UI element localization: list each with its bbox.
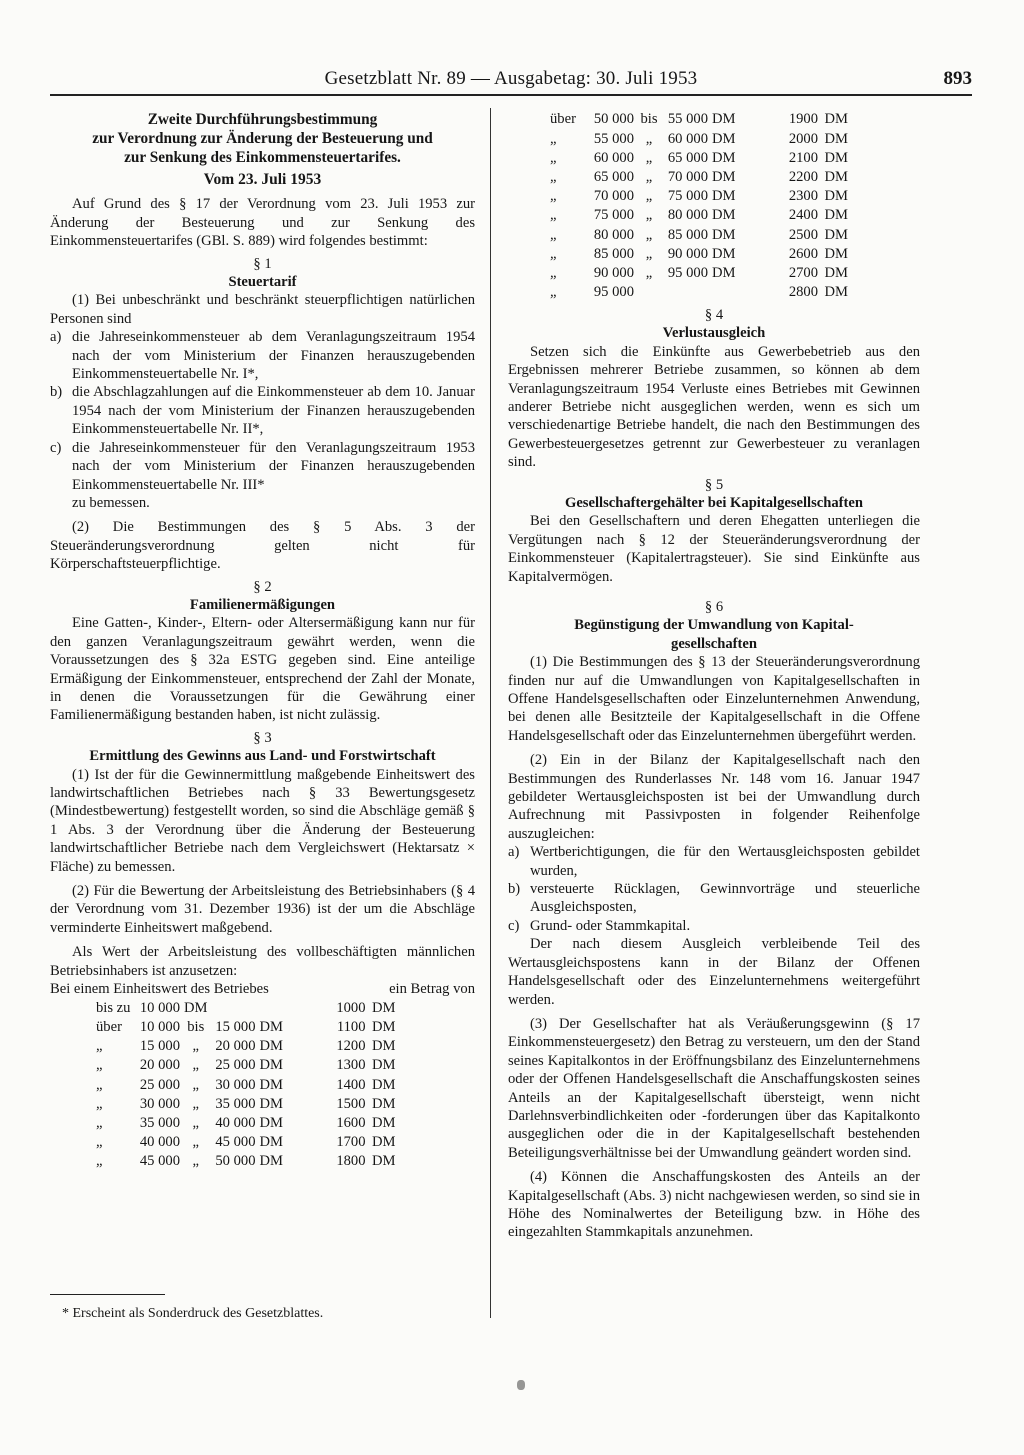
list-item [508,917,920,935]
table-cell-from: 35 000 [139,1114,180,1131]
table-cell-pre: „ [550,130,557,147]
table-cell-pre: „ [96,1095,103,1112]
table-cell-to: 50 000 [215,1153,256,1170]
table-cell-pre: „ [96,1057,103,1074]
table-cell-mid: „ [645,188,653,205]
table-cell-amount: 1200 [336,1038,366,1055]
table-cell-to: 85 000 [667,226,708,243]
table-cell-unit: DM [712,111,736,128]
right-column [508,110,920,1242]
footnote-rule [50,1294,165,1295]
paragraph: zu bemessen. [72,494,150,511]
document-title [50,110,475,167]
table-row [96,1133,396,1152]
table-row [96,1094,396,1113]
table-cell-mid: „ [192,1038,199,1055]
table-cell-unit [708,283,770,302]
table-cell-to: 40 000 [215,1114,256,1131]
table-cell-to: 35 000 [215,1095,256,1112]
table-cell-amount: 1500 [336,1095,366,1112]
list-label: a) [508,844,520,861]
table-cell-amount-unit: DM [372,1076,396,1093]
paragraph: (3) Der Gesellschafter hat als Veräußerungsgewinn (§ 17 Einkommensteuergesetz) den Betrag zu versteuern, um den der Stand seines Kapitalkontos in der Eröffnungsbilanz des Einzelunternehmens oder der Offenen Handelsgesellschaft die Anschaffungskosten seines Anteils an der Kapitalgesellschaft übersteigt, wenn nicht Darlehnsverbindlichkeiten oder -forderungen über das Kapitalkonto ausgeglichen oder die in der Kapitalgesellschaft bestehenden Beteiligungsverhältnisse bei der Umwandlung geändert worden sind. [508,1015,920,1161]
section-number: § 2 [253,578,272,595]
table-row [550,148,848,167]
table-cell-to: 80 000 [667,207,708,224]
table-cell-unit: DM [712,149,736,166]
table-cell-pre: „ [550,149,557,166]
paragraph: (2) Die Bestimmungen des § 5 Abs. 3 der Steueränderungsverordnung gelten nicht für Körperschaftsteuerpflichtige. [50,519,475,573]
table-row [96,1018,396,1037]
table-cell-amount-unit: DM [372,999,396,1016]
table-cell-amount-unit: DM [372,1095,396,1112]
table-cell-from: 25 000 [139,1076,180,1093]
table-cell-amount-unit: DM [824,188,848,205]
table-cell-unit: DM [259,1095,284,1112]
table-cell-mid: „ [645,207,653,224]
table-cell-amount-unit: DM [824,284,848,301]
table-cell-from: 80 000 [593,226,634,243]
table-cell-amount: 1000 [336,999,366,1016]
table-cell-unit: DM [259,1134,284,1151]
left-column [50,110,475,1171]
table-cell-amount-unit: DM [824,111,848,128]
table-cell-from: 90 000 [593,264,634,281]
table-cell-mid: „ [645,245,653,262]
list-item [508,843,920,880]
paragraph: (1) Bei unbeschränkt und beschränkt steuerpflichtigen natürlichen Personen sind [50,292,475,327]
table-row [550,168,848,187]
table-cell-pre: „ [550,168,557,185]
table-cell-pre: „ [96,1076,103,1093]
table-cell-unit [256,998,318,1017]
document-date: Vom 23. Juli 1953 [203,171,322,188]
table-cell-pre: „ [96,1153,103,1170]
list-item [508,880,920,917]
table-cell-amount: 2000 [788,130,818,147]
paragraph: (1) Die Bestimmungen des § 13 der Steueränderungsverordnung finden nur auf die Umwandlungen von Kapitalgesellschaften in Offene Handelsgesellschaften oder Einzelunternehmen Anwendung, bei denen alle Besitzteile der Kapitalgesellschaft in die Offene Handelsgesellschaft oder das Einzelunternehmen übergeführt werden. [508,654,920,744]
table-cell-to: 65 000 [667,149,708,166]
table-cell-to: 45 000 [215,1134,256,1151]
table-cell-unit: DM [259,1114,284,1131]
table-cell-unit: DM [712,130,736,147]
table-cell-unit: DM [259,1019,284,1036]
table-cell-mid: „ [645,264,653,281]
column-divider [490,108,491,1318]
list-item [50,439,475,494]
table-row [550,206,848,225]
table-cell-from: 95 000 [593,284,634,301]
table-cell-pre: „ [550,226,557,243]
table-row [96,1056,396,1075]
table-cell-amount-unit: DM [824,149,848,166]
preamble: Auf Grund des § 17 der Verordnung vom 23. Juli 1953 zur Änderung der Besteuerung und zur Senkung des Einkommensteuertarifes (GBl. S. 889) wird folgendes bestimmt: [50,196,475,250]
list-text: Grund- oder Stammkapital. [530,917,691,934]
table-cell-amount-unit: DM [824,245,848,262]
table-cell-amount: 1600 [336,1114,366,1131]
table-cell-from: 65 000 [593,168,634,185]
paragraph: Der nach diesem Ausgleich verbleibende Teil des Wertausgleichspostens kann in der Bilanz der Offenen Handelsgesellschaft oder des Einzelunternehmens weitergeführt werden. [508,936,920,1008]
paragraph: Bei den Gesellschaftern und deren Ehegatten unterliegen die Vergütungen nach § 12 der Steueränderungsverordnung der Einkommensteuer (Kapitalertragsteuer). Sie sind Einkünfte aus Kapitalvermögen. [508,513,920,585]
table-cell-pre: bis zu [96,999,131,1016]
table-cell-pre: „ [96,1114,103,1131]
table-cell-amount: 2500 [788,226,818,243]
rate-table-continued [550,110,848,302]
table-row [96,998,396,1017]
section-number: § 5 [704,476,724,493]
table-cell-unit: DM [712,226,736,243]
table-cell-to: 75 000 [667,188,708,205]
table-cell-amount-unit: DM [372,1114,396,1131]
paragraph: (1) Ist der für die Gewinnermittlung maßgebende Einheitswert des landwirtschaftlichen Betriebes nach § 33 Bewertungsgesetz (Mindestbewertung) festgestellt worden, so sind die Abschläge gemäß § 1 Abs. 3 der Verordnung über die Änderung der Besteuerung landwirtschaftlicher Betriebe nach dem Vergleichswert (Hektarsatz × Fläche) zu bemessen. [50,766,475,875]
table-cell-unit: DM [259,1038,284,1055]
table-cell-amount-unit: DM [824,130,848,147]
table-cell-unit: DM [712,245,736,262]
table-cell-mid: „ [192,1153,199,1170]
list-label: b) [50,384,63,401]
table-header-right: ein Betrag von [389,981,475,998]
list-item [50,383,475,438]
table-cell-to [208,998,256,1017]
table-cell-amount-unit: DM [824,226,848,243]
section-number: § 4 [704,306,724,323]
table-row [550,110,848,129]
list-label: c) [50,439,62,456]
table-cell-pre: über [550,111,576,128]
table-cell-amount: 2400 [788,207,818,224]
table-cell-amount: 2600 [788,245,818,262]
table-cell-amount: 1900 [788,111,818,128]
table-cell-amount-unit: DM [372,1038,396,1055]
section-number: § 6 [704,598,724,615]
table-cell-from: 15 000 [139,1038,180,1055]
table-cell-amount-unit: DM [372,1134,396,1151]
table-cell-to: 90 000 [667,245,708,262]
paragraph: Als Wert der Arbeitsleistung des vollbeschäftigten männlichen Betriebsinhabers ist anzusetzen: [50,944,475,979]
heading-line: Begünstigung der Umwandlung von Kapital- [574,617,854,634]
list-text: versteuerte Rücklagen, Gewinnvorträge und steuerliche Ausgleichsposten, [530,881,920,916]
title-line: Zweite Durchführungsbestimmung [147,111,378,128]
table-cell-from: 45 000 [139,1153,180,1170]
table-cell-unit: DM [259,1057,284,1074]
section-heading: Verlustausgleich [662,325,766,342]
table-cell-amount: 1700 [336,1134,366,1151]
page-header [50,66,972,96]
section-heading: Steuertarif [228,274,297,291]
table-cell-from: 30 000 [139,1095,180,1112]
heading-line: gesellschaften [671,635,757,652]
table-cell-mid: DM [184,999,208,1016]
page-number: 893 [943,68,972,89]
table-cell-mid: „ [192,1134,199,1151]
table-cell-amount: 2100 [788,149,818,166]
table-cell-to: 70 000 [667,168,708,185]
table-cell-amount: 2200 [788,168,818,185]
table-cell-to: 20 000 [215,1038,256,1055]
table-cell-mid: bis [187,1019,205,1036]
section-heading [508,616,920,653]
table-cell-pre: „ [550,264,557,281]
table-cell-unit: DM [712,207,736,224]
table-header [50,980,475,998]
table-cell-amount: 1400 [336,1076,366,1093]
table-cell-from: 55 000 [593,130,634,147]
paragraph: Setzen sich die Einkünfte aus Gewerbebetrieb aus den Ergebnissen mehrerer Betriebe zusammen, so können ab dem Veranlagungszeitraum 1954 Verluste eines Betriebes mit Gewinnen anderer Betriebe nicht ausgeglichen werden, wenn es sich um verschiedenartige Betriebe handelt, die nach den Bestimmungen des Gewerbesteuergesetzes getrennt zur Gewerbesteuer zu veranlagen sind. [508,343,920,471]
rate-table [96,998,396,1171]
section-heading: Gesellschaftergehälter bei Kapitalgesellschaften [564,494,864,511]
running-head: Gesetzblatt Nr. 89 — Ausgabetag: 30. Juli 1953 [324,68,698,89]
table-cell-amount-unit: DM [372,1153,396,1170]
table-cell-to: 60 000 [667,130,708,147]
list-label: a) [50,329,62,346]
table-cell-amount-unit: DM [372,1057,396,1074]
list-item [50,328,475,383]
table-cell-to [660,283,708,302]
table-cell-mid: „ [645,149,653,166]
table-row [96,1152,396,1171]
table-row [96,1114,396,1133]
table-cell-mid: „ [192,1114,199,1131]
title-line: zur Senkung des Einkommensteuertarifes. [124,149,401,166]
table-cell-mid: „ [645,226,653,243]
table-cell-amount: 1100 [336,1019,366,1036]
table-row [550,244,848,263]
table-cell-amount: 1800 [336,1153,366,1170]
table-cell-mid: bis [640,111,658,128]
list-text: die Jahreseinkommensteuer ab dem Veranlagungszeitraum 1954 nach der vom Ministerium der Finanzen herauszugebenden Einkommensteuertabelle Nr. I*, [72,329,475,383]
list-text: die Jahreseinkommensteuer für den Veranlagungszeitraum 1953 nach der vom Ministerium der Finanzen herauszugebenden Einkommensteuertabelle Nr. III* [72,439,475,493]
table-cell-pre: „ [550,188,557,205]
table-cell-to: 30 000 [215,1076,256,1093]
table-cell-pre: „ [550,207,557,224]
list-label: c) [508,917,520,934]
table-cell-mid [634,283,660,302]
table-cell-unit: DM [712,264,736,281]
table-row [550,225,848,244]
table-cell-amount-unit: DM [824,168,848,185]
table-cell-mid: „ [192,1057,199,1074]
table-cell-from: 85 000 [593,245,634,262]
paragraph: (4) Können die Anschaffungskosten des Anteils an der Kapitalgesellschaft (Abs. 3) nicht nachgewiesen werden, so sind sie in Höhe des Nominalwertes der Beteiligung bzw. in Höhe des eingezahlten Stammkapitals anzunehmen. [508,1169,920,1241]
table-row [550,283,848,302]
table-cell-mid: „ [192,1095,199,1112]
table-cell-pre: „ [96,1134,103,1151]
section-heading: Ermittlung des Gewinns aus Land- und Forstwirtschaft [89,748,436,765]
table-row [550,187,848,206]
table-cell-to: 15 000 [215,1019,256,1036]
table-cell-amount-unit: DM [824,207,848,224]
table-cell-pre: über [96,1019,122,1036]
table-cell-pre: „ [550,284,557,301]
table-cell-to: 25 000 [215,1057,256,1074]
section-number: § 1 [253,255,272,272]
table-cell-from: 40 000 [139,1134,180,1151]
table-cell-from: 50 000 [593,111,634,128]
list-text: die Abschlagzahlungen auf die Einkommensteuer ab dem 10. Januar 1954 nach der vom Ministerium der Finanzen herauszugebenden Einkommensteuertabelle Nr. II*, [72,384,475,438]
table-cell-mid: „ [192,1076,199,1093]
section-number: § 3 [253,729,272,746]
paragraph: Eine Gatten-, Kinder-, Eltern- oder Altersermäßigung kann nur für den ganzen Veranlagungszeitraum gewährt werden, wenn die Voraussetzungen des § 32a ESTG gegeben sind. Eine anteilige Ermäßigung der Einkommensteuer, entsprechend der Zahl der Monate, in denen die Voraussetzungen für die Gewährung einer Familienermäßigung bestanden haben, ist nicht zulässig. [50,615,475,724]
ink-smudge [517,1380,525,1390]
table-cell-unit: DM [259,1153,284,1170]
table-cell-from: 75 000 [593,207,634,224]
table-cell-unit: DM [712,188,736,205]
table-cell-from: 10 000 [139,999,180,1016]
list-text: Wertberichtigungen, die für den Wertausgleichsposten gebildet wurden, [530,844,920,879]
table-cell-mid: „ [645,130,653,147]
table-row [96,1037,396,1056]
table-cell-amount-unit: DM [372,1019,396,1036]
table-row [96,1075,396,1094]
table-cell-unit: DM [259,1076,284,1093]
table-cell-from: 10 000 [139,1019,180,1036]
table-cell-mid: „ [645,168,653,185]
table-cell-from: 70 000 [593,188,634,205]
table-row [550,129,848,148]
table-cell-amount: 2700 [788,264,818,281]
section-heading: Familienermäßigungen [189,596,336,613]
table-row [550,264,848,283]
table-header-left: Bei einem Einheitswert des Betriebes [50,981,269,998]
table-cell-unit: DM [712,168,736,185]
table-cell-amount: 1300 [336,1057,366,1074]
paragraph: (2) Für die Bewertung der Arbeitsleistung des Betriebsinhabers (§ 4 der Verordnung vom 31. Dezember 1936) ist der um die Abschläge verminderte Einheitswert maßgebend. [50,883,475,936]
paragraph: (2) Ein in der Bilanz der Kapitalgesellschaft nach den Bestimmungen des Runderlasses Nr. 148 vom 16. Januar 1947 gebildeter Wertausgleichsposten ist bei der Umwandlung durch Aufrechnung mit Passivposten in folgender Reihenfolge auszugleichen: [508,752,920,842]
title-line: zur Verordnung zur Änderung der Besteuerung und [92,130,433,147]
table-cell-amount: 2300 [788,188,818,205]
table-cell-pre: „ [550,245,557,262]
table-cell-amount-unit: DM [824,264,848,281]
table-cell-amount: 2800 [788,284,818,301]
table-cell-from: 60 000 [593,149,634,166]
list-label: b) [508,881,521,898]
table-cell-to: 55 000 [667,111,708,128]
table-cell-to: 95 000 [667,264,708,281]
footnote: * Erscheint als Sonderdruck des Gesetzblattes. [62,1306,324,1321]
table-cell-pre: „ [96,1038,103,1055]
table-cell-from: 20 000 [139,1057,180,1074]
